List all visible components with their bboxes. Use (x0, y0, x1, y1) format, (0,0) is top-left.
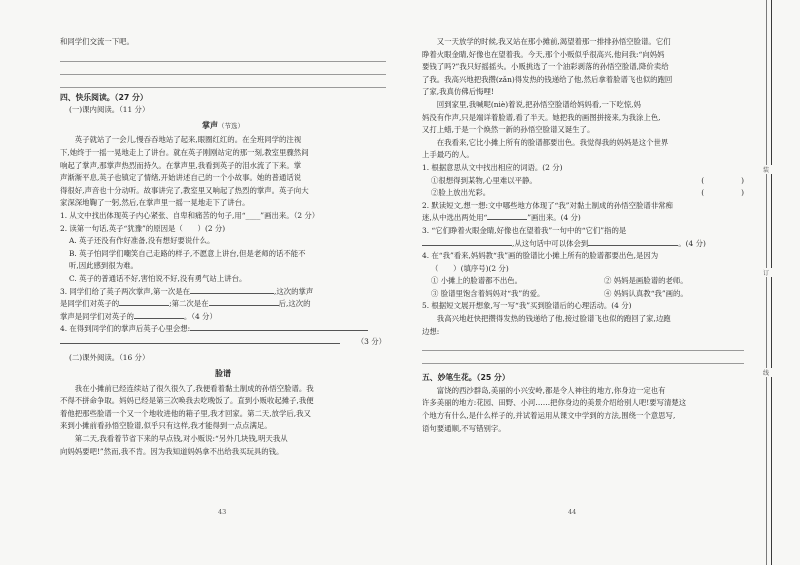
page-number-right: 44 (568, 508, 577, 516)
q4-text: 4. 在得到同学们的掌声后英子心里会想: (60, 324, 191, 334)
option-c: C. 英子的普通话不好,害怕说不好,没有勇气站上讲台。 (69, 273, 247, 283)
r-q4-option: ① 小摊上的脸谱都不出色。 (431, 276, 523, 286)
binding-line (771, 0, 772, 565)
blank[interactable] (209, 305, 279, 306)
question-4 (60, 323, 386, 336)
section5-line: 语句要通顺,不写错别字。 (422, 423, 506, 433)
blank[interactable] (190, 330, 368, 331)
blank[interactable] (487, 219, 527, 220)
section5-title: 五、妙笔生花。（25 分） (422, 373, 510, 383)
gutter-char: 线 (760, 368, 772, 377)
left-page (60, 36, 386, 458)
option-a: A. 英子还没有作好准备,没有想好要说什么。 (69, 236, 215, 246)
r-q4-option: ② 妈妈是画脸谱的老师。 (604, 276, 688, 286)
page-number-left: 43 (218, 508, 227, 516)
r-question-2-cont (422, 212, 744, 225)
question-1: 1. 从文中找出体现英子内心紧张、自卑和痛苦的句子,用“____”画出来。（2 分） (60, 210, 320, 220)
passage1-title (60, 120, 386, 133)
r-question-2: 2. 默读短文,想一想:文中哪些地方体现了“我”对黏土制成的孙悟空脸谱非常痴 (422, 200, 673, 210)
q3-text: ,这次的掌声 (274, 286, 314, 296)
passage1-title-text: 掌声 (202, 120, 218, 130)
section5-line: 个地方有什么,是什么样子的,并试着运用从课文中学到的方法,围绕一个意思写, (422, 411, 676, 421)
answer-line[interactable] (422, 338, 744, 351)
blank[interactable] (119, 305, 169, 306)
question-3 (60, 286, 386, 299)
question-3-cont (60, 298, 386, 311)
answer-line[interactable] (60, 62, 386, 75)
passage2-cont-line: 睁着火眼金睛,好像也在望着我。今天,那个小贩似乎很高兴,他问我:“向妈妈 (422, 49, 665, 59)
r-question-5: 5. 根据短文展开想象,写一写“我”买到脸谱后的心理活动。(4 分) (422, 301, 632, 311)
passage2-line: 第二天,我看着节省下来的早点钱,对小贩说:“另外几块钱,明天我从 (74, 434, 288, 444)
q3-text: 掌声是同学们对英子的 (60, 311, 134, 321)
passage2-line: 我在小摊前已经连续站了很久很久了,我便看着黏土制成的孙悟空脸谱。我 (74, 383, 314, 393)
passage1-line: 英子就站了一会儿,慢吞吞地站了起来,眼圈红红的。在全班同学的注视 (74, 135, 302, 145)
passage2-cont-line: 妈没有作声,只是端详着脸谱,看了半天。她把我的画图拼接来,为我涂上色, (422, 112, 661, 122)
r-question-4-cont: （ ）(填序号)(2 分) (431, 263, 509, 273)
passage2-cont-line: 回到家里,我喊呢(niè)着说,把孙悟空脸谱给妈妈看,一下吃惊,妈 (436, 99, 641, 109)
answer-paren[interactable]: ( ) (701, 175, 744, 185)
blank[interactable] (60, 343, 340, 344)
passage2-line: 不得不拼命争取。妈妈已经是第三次唤我去吃晚饭了。直到小贩收起摊子,我便 (60, 396, 314, 406)
section4-title: 四、快乐阅读。（27 分） (60, 92, 148, 102)
passage2-cont-line: 又打上蜡,于是一个焕然一新的孙悟空脸谱又诞生了。 (422, 125, 595, 135)
binding-dashed-line (766, 0, 767, 565)
blank[interactable] (190, 293, 274, 294)
option-b: B. 英子怕同学们嘲笑自己走路的样子,不愿意上讲台,但是老师的话不能不 (69, 248, 306, 258)
q4-answer-row (60, 336, 386, 349)
passage2-line: 着他把那些脸谱一个又一个地收进他的箱子里,我才回家。第二天,放学后,我又 (60, 408, 311, 418)
passage2-cont-line: 又一天放学的时候,我又站在那小摊前,渴望着那一排排孙悟空脸谱。它们 (436, 37, 671, 46)
q3-text: 3. 同学们给了英子两次掌声,第一次是在 (60, 286, 191, 296)
blank[interactable] (588, 245, 678, 246)
r-q1-item-text: ②脸上放出光彩。 (431, 188, 491, 198)
question-2: 2. 读第一句话,英子“犹豫”的原因是（ ）(2 分) (60, 223, 226, 233)
section5-line: 富饶的西沙群岛,美丽的小兴安岭,都是令人神往的地方,你身边一定也有 (436, 385, 666, 395)
top-text: 和同学们交流一下吧。 (60, 37, 134, 46)
r-q1-item-text: ①很想得到某物,心里难以平静。 (431, 175, 537, 185)
section5-line: 许多美丽的地方:花园、田野、小河……把你身边的美景介绍给别人吧!要写清楚这 (422, 398, 687, 408)
passage1-line: 声渐渐平息,英子也镇定了情绪,开始讲述自己的一个小故事。她的普通话说 (60, 173, 302, 183)
passage1-line: 家深深地鞠了一躬,然后,在掌声里一摇一晃地走下了讲台。 (60, 198, 250, 208)
r-q5-lead: 我高兴地赶快把攒得发热的钱递给了他,接过脸谱飞也似的跑回了家,边跑 (436, 314, 671, 324)
r-q5-lead-cont: 边想: (422, 326, 440, 336)
r-q2-text: ”画出来。(4 分) (527, 213, 581, 223)
passage2-cont-line: 在我看来,它比小摊上所有的脸谱都要出色。我觉得我的妈妈是这个世界 (436, 137, 669, 147)
answer-paren[interactable]: ( ) (701, 188, 744, 198)
r-question-1: 1. 根据意思从文中找出相应的词语。(2 分) (422, 162, 563, 172)
q3-text: ;第二次是在 (169, 299, 209, 309)
answer-line[interactable] (60, 75, 386, 88)
r-question-3-cont (422, 238, 744, 251)
blank[interactable] (422, 245, 512, 246)
blank[interactable] (134, 318, 184, 319)
passage1-line: 响起了掌声,那掌声热烈而持久。在掌声里,我看到英子的泪水流了下来。掌 (60, 160, 302, 170)
passage1-note: （节选） (218, 121, 244, 130)
r-q3-text: 。(4 分) (678, 238, 706, 248)
question-3-cont (60, 311, 386, 324)
r-q3-text: ,从这句话中可以体会到 (512, 238, 589, 248)
part1-title: (一)课内阅读。（11 分） (69, 105, 150, 115)
passage2-title: 脸谱 (215, 369, 231, 379)
q3-text: 。（4 分） (183, 311, 217, 321)
passage2-line: 来到小摊前看孙悟空脸谱,似乎只有这样,我才能得到一点点满足。 (60, 421, 272, 431)
r-q2-text: 迷,从中选出两处用“ (422, 213, 488, 223)
q3-text: 是同学们对英子的 (60, 299, 120, 309)
answer-line[interactable] (422, 351, 744, 364)
r-q3-text: 3. “它们睁着火眼金睛,好像也在望着我”一句中的“它们”指的是 (422, 225, 627, 235)
passage1-line: 得很好,声音也十分动听。故事讲完了,教室里又响起了热烈的掌声。英子向大 (60, 185, 309, 195)
right-page (422, 36, 744, 435)
passage2-cont-line: 要钱了吗?”我只好摇摇头。小贩挑选了一个油彩剥落的孙悟空脸谱,降价卖给 (422, 62, 669, 72)
option-b-cont: 听,因此感到很为难。 (69, 261, 138, 271)
answer-line[interactable] (60, 49, 386, 62)
passage2-cont-line: 了我。我高兴地把我攒(zǎn)得发热的钱递给了他,然后拿着脸谱飞也似的跑回 (422, 74, 673, 84)
r-q1-item (422, 187, 744, 200)
gutter-char: 订 (760, 268, 772, 277)
q4-score: （3 分） (356, 336, 386, 346)
passage1-line: 下,她终于一摇一晃地走上了讲台。就在英子刚刚站定的那一刻,教室里骤然间 (60, 147, 309, 157)
passage2-cont-line: 上手最巧的人。 (422, 150, 474, 160)
r-question-4: 4. 在“我”看来,妈妈教“我”画的脸谱比小摊上所有的脸谱都要出色,是因为 (422, 251, 659, 261)
passage2-cont-line: 了家,我真仿佛后悔哩! (422, 87, 494, 97)
r-q1-item (422, 175, 744, 188)
r-question-3 (422, 225, 744, 238)
r-q4-options (422, 288, 744, 301)
r-q4-options (422, 275, 744, 288)
r-q4-option: ④ 妈妈认真教“我”画的。 (604, 288, 688, 298)
r-q4-option: ③ 脸谱里饱含着妈妈对“我”的爱。 (431, 288, 545, 298)
passage2-line: 向妈妈要吧!”然而,我不肯。因为我知道妈妈拿不出给我买玩具的钱。 (60, 446, 284, 456)
part2-title: (二)课外阅读。（16 分） (69, 353, 150, 363)
q3-text: 后,这次的 (278, 299, 311, 309)
gutter-char: 装 (760, 165, 772, 174)
